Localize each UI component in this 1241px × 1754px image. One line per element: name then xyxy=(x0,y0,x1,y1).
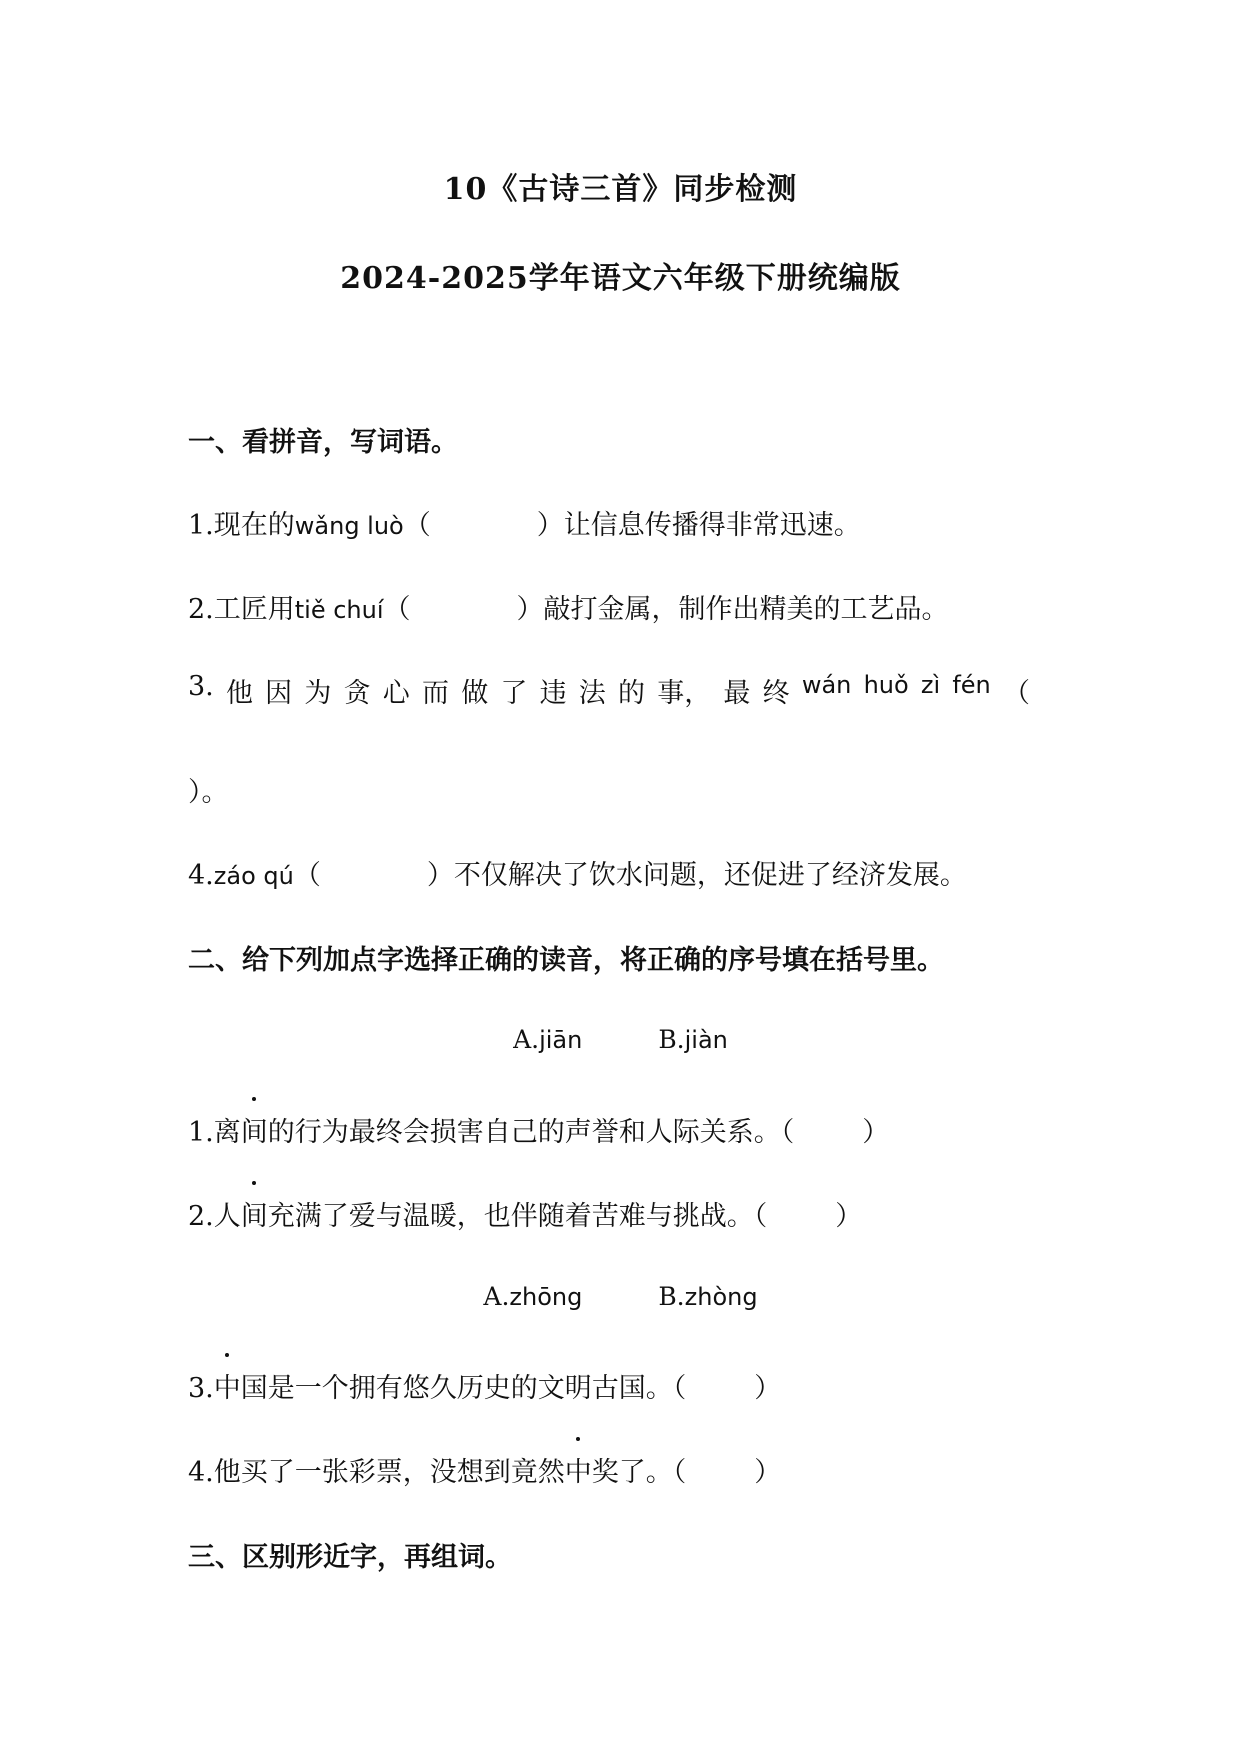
question-2-1 xyxy=(188,1110,889,1149)
page-title: 10《古诗三首》同步检测 xyxy=(443,172,798,207)
question-text: 充满了爱与温暖，也伴随着苦难与挑战。 xyxy=(267,1201,754,1232)
section-heading-1: 一、看拼音，写词语。 xyxy=(188,427,458,458)
question-1-2 xyxy=(188,587,949,626)
question-text: 而 xyxy=(421,678,449,709)
question-text: 事， xyxy=(657,678,712,709)
pinyin: záo qú xyxy=(213,862,294,890)
question-text: 违 xyxy=(539,678,567,709)
bracket-open: （ xyxy=(383,594,411,625)
bracket-open: （ xyxy=(403,510,431,541)
dotted-character: 中 xyxy=(214,1366,241,1405)
option-pinyin: zhòng xyxy=(684,1283,758,1311)
question-text: 3. xyxy=(188,671,214,702)
option-letter: B. xyxy=(658,1282,685,1311)
section-heading-2: 二、给下列加点字选择正确的读音，将正确的序号填在括号里。 xyxy=(188,945,944,976)
question-text: 2.人 xyxy=(188,1201,241,1232)
question-text: 让信息传播得非常迅速。 xyxy=(563,510,861,541)
options-row-1 xyxy=(0,1025,1241,1054)
question-text: 为 xyxy=(304,678,332,709)
question-text: 不仅解决了饮水问题，还促进了经济发展。 xyxy=(453,860,967,891)
bracket-open: （ xyxy=(780,1117,795,1148)
question-text: 1.现在的 xyxy=(188,510,295,541)
question-text: 因 xyxy=(265,678,293,709)
bracket-close: ） xyxy=(835,1201,863,1232)
question-text: 法 xyxy=(578,678,606,709)
dotted-character: 间 xyxy=(241,1110,268,1149)
question-text: 敲打金属，制作出精美的工艺品。 xyxy=(543,594,949,625)
option-letter: A. xyxy=(483,1282,510,1311)
question-text: 做 xyxy=(461,678,489,709)
question-2-4 xyxy=(188,1450,781,1489)
question-1-3-cont xyxy=(188,770,229,809)
option-b xyxy=(658,1025,728,1054)
options-row-2 xyxy=(0,1282,1241,1311)
option-a xyxy=(513,1025,582,1054)
bracket-open: （ xyxy=(293,860,321,891)
question-text: 了 xyxy=(500,678,528,709)
question-2-3 xyxy=(188,1366,781,1405)
question-1-4 xyxy=(188,853,967,892)
question-text: 贪 xyxy=(343,678,371,709)
bracket-close: ） xyxy=(754,1373,782,1404)
question-text: 4.他买了一张彩票，没想到竟然 xyxy=(188,1457,565,1488)
bracket-close: ）。 xyxy=(188,777,229,808)
bracket-close: ） xyxy=(862,1117,890,1148)
option-pinyin: jiàn xyxy=(684,1026,728,1054)
bracket-close: ） xyxy=(536,510,564,541)
bracket-open: （ xyxy=(753,1201,768,1232)
question-text: 4. xyxy=(188,860,214,891)
pinyin: tiě chuí xyxy=(294,596,384,624)
pinyin: huǒ xyxy=(863,671,909,699)
option-pinyin: jiān xyxy=(539,1026,583,1054)
bracket-open: （ xyxy=(672,1457,687,1488)
pinyin: wán xyxy=(801,671,852,699)
section-heading-3: 三、区别形近字，再组词。 xyxy=(188,1542,512,1573)
bracket-open: （ xyxy=(1002,678,1030,709)
page-subtitle: 2024-2025学年语文六年级下册统编版 xyxy=(340,261,901,296)
bracket-close: ） xyxy=(754,1457,782,1488)
question-text: 终 xyxy=(762,678,790,709)
question-2-2 xyxy=(188,1194,862,1233)
question-text: 最 xyxy=(723,678,751,709)
pinyin: wǎng luò xyxy=(294,512,404,540)
bracket-close: ） xyxy=(516,594,544,625)
option-letter: A. xyxy=(513,1025,540,1054)
option-a xyxy=(483,1282,582,1311)
pinyin: zì xyxy=(920,671,941,699)
question-text: 心 xyxy=(382,678,410,709)
question-text: 的行为最终会损害自己的声誉和人际关系。 xyxy=(267,1117,781,1148)
bracket-open: （ xyxy=(672,1373,687,1404)
option-b xyxy=(658,1282,757,1311)
question-text: 的 xyxy=(618,678,645,709)
question-text: 3. xyxy=(188,1373,214,1404)
dotted-character: 中 xyxy=(565,1450,592,1489)
question-text: 奖了。 xyxy=(591,1457,673,1488)
dotted-character: 间 xyxy=(241,1194,268,1233)
pinyin: fén xyxy=(952,671,991,699)
question-1-3 xyxy=(188,671,1030,710)
question-text: 1.离 xyxy=(188,1117,241,1148)
question-text: 2.工匠用 xyxy=(188,594,295,625)
option-pinyin: zhōng xyxy=(509,1283,583,1311)
question-text: 他 xyxy=(225,678,253,709)
question-1-1 xyxy=(188,503,861,542)
option-letter: B. xyxy=(658,1025,685,1054)
question-text: 国是一个拥有悠久历史的文明古国。 xyxy=(240,1373,673,1404)
bracket-close: ） xyxy=(426,860,454,891)
